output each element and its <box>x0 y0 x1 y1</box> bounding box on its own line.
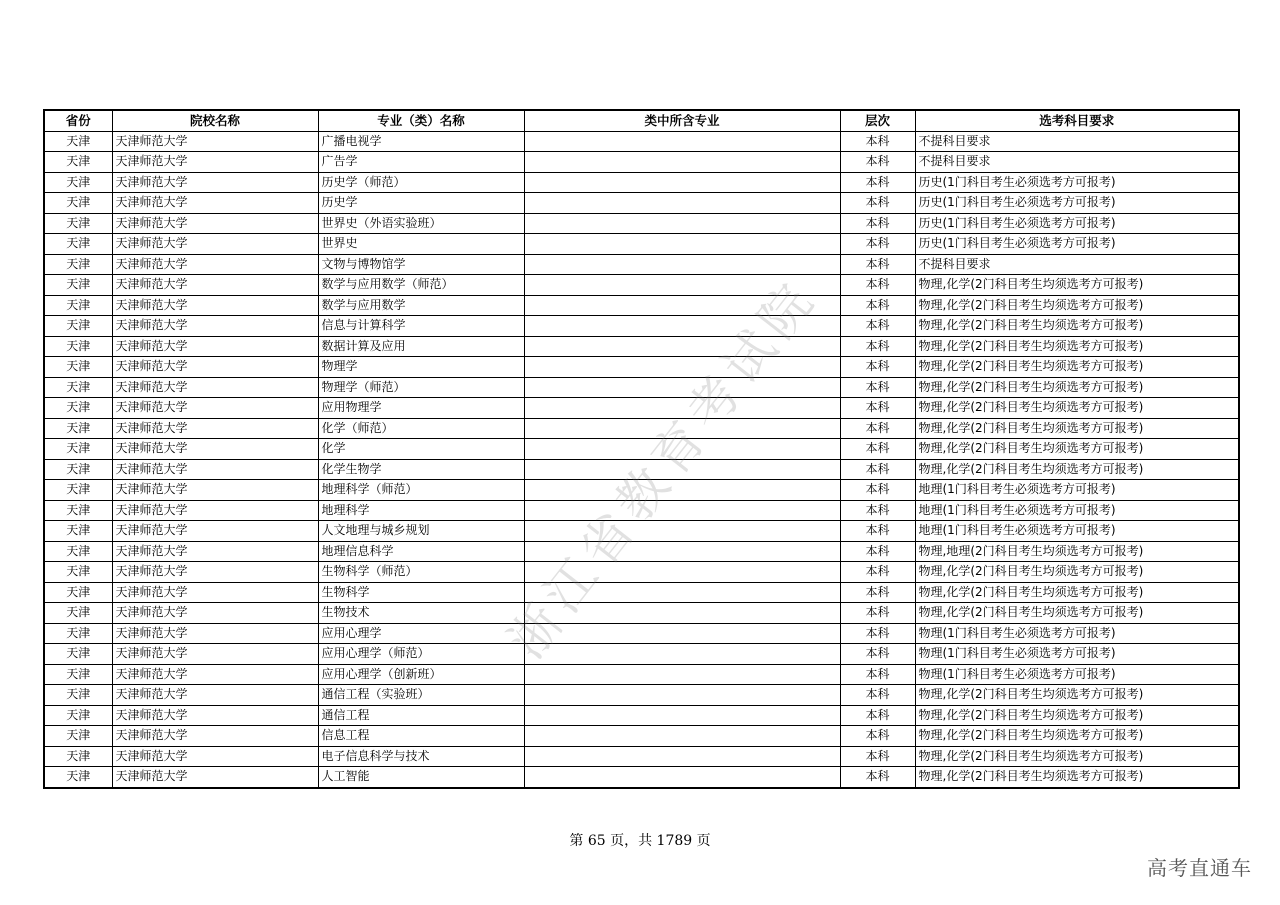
cell-subject-requirement: 物理,化学(2门科目考生均须选考方可报考) <box>915 336 1239 357</box>
cell-subject-requirement: 物理,化学(2门科目考生均须选考方可报考) <box>915 603 1239 624</box>
cell-province: 天津 <box>44 644 112 665</box>
cell-school: 天津师范大学 <box>112 767 318 788</box>
table-row <box>44 234 1239 255</box>
cell-school: 天津师范大学 <box>112 603 318 624</box>
table-row <box>44 439 1239 460</box>
cell-major: 应用心理学 <box>318 623 524 644</box>
cell-included-majors <box>524 623 840 644</box>
header-province: 省份 <box>44 110 112 131</box>
cell-province: 天津 <box>44 357 112 378</box>
cell-level: 本科 <box>840 377 915 398</box>
cell-province: 天津 <box>44 193 112 214</box>
cell-included-majors <box>524 377 840 398</box>
table-row <box>44 193 1239 214</box>
cell-included-majors <box>524 664 840 685</box>
cell-province: 天津 <box>44 213 112 234</box>
cell-subject-requirement: 物理,化学(2门科目考生均须选考方可报考) <box>915 418 1239 439</box>
cell-level: 本科 <box>840 439 915 460</box>
cell-province: 天津 <box>44 767 112 788</box>
cell-included-majors <box>524 726 840 747</box>
cell-subject-requirement: 物理,化学(2门科目考生均须选考方可报考) <box>915 767 1239 788</box>
cell-school: 天津师范大学 <box>112 172 318 193</box>
cell-province: 天津 <box>44 746 112 767</box>
table-row <box>44 664 1239 685</box>
cell-included-majors <box>524 459 840 480</box>
cell-level: 本科 <box>840 213 915 234</box>
cell-major: 化学生物学 <box>318 459 524 480</box>
cell-subject-requirement: 物理,化学(2门科目考生均须选考方可报考) <box>915 562 1239 583</box>
cell-major: 广告学 <box>318 152 524 173</box>
cell-school: 天津师范大学 <box>112 295 318 316</box>
cell-school: 天津师范大学 <box>112 418 318 439</box>
cell-level: 本科 <box>840 152 915 173</box>
cell-level: 本科 <box>840 336 915 357</box>
cell-school: 天津师范大学 <box>112 685 318 706</box>
subject-requirements-table <box>43 109 1240 789</box>
cell-province: 天津 <box>44 500 112 521</box>
cell-major: 应用心理学（创新班） <box>318 664 524 685</box>
cell-major: 物理学（师范） <box>318 377 524 398</box>
cell-major: 生物科学（师范） <box>318 562 524 583</box>
cell-level: 本科 <box>840 316 915 337</box>
cell-province: 天津 <box>44 480 112 501</box>
cell-province: 天津 <box>44 562 112 583</box>
header-level: 层次 <box>840 110 915 131</box>
cell-major: 地理信息科学 <box>318 541 524 562</box>
cell-level: 本科 <box>840 685 915 706</box>
cell-subject-requirement: 不提科目要求 <box>915 254 1239 275</box>
cell-major: 世界史（外语实验班） <box>318 213 524 234</box>
cell-subject-requirement: 地理(1门科目考生必须选考方可报考) <box>915 521 1239 542</box>
cell-school: 天津师范大学 <box>112 664 318 685</box>
cell-school: 天津师范大学 <box>112 398 318 419</box>
table-row <box>44 767 1239 788</box>
cell-province: 天津 <box>44 234 112 255</box>
table-header <box>44 110 1239 131</box>
cell-included-majors <box>524 705 840 726</box>
cell-level: 本科 <box>840 254 915 275</box>
cell-level: 本科 <box>840 562 915 583</box>
cell-included-majors <box>524 172 840 193</box>
cell-level: 本科 <box>840 664 915 685</box>
cell-level: 本科 <box>840 603 915 624</box>
table-body <box>44 131 1239 788</box>
cell-school: 天津师范大学 <box>112 500 318 521</box>
cell-province: 天津 <box>44 275 112 296</box>
cell-school: 天津师范大学 <box>112 459 318 480</box>
cell-level: 本科 <box>840 459 915 480</box>
cell-province: 天津 <box>44 439 112 460</box>
cell-level: 本科 <box>840 193 915 214</box>
cell-major: 数学与应用数学 <box>318 295 524 316</box>
cell-level: 本科 <box>840 582 915 603</box>
cell-school: 天津师范大学 <box>112 705 318 726</box>
cell-province: 天津 <box>44 521 112 542</box>
brand-logo: 高考直通车 <box>1147 856 1252 880</box>
cell-major: 数据计算及应用 <box>318 336 524 357</box>
header-major: 专业（类）名称 <box>318 110 524 131</box>
cell-school: 天津师范大学 <box>112 152 318 173</box>
table-row <box>44 275 1239 296</box>
page-number: 第 65 页，共 1789 页 <box>569 833 711 849</box>
header-subject-requirement: 选考科目要求 <box>915 110 1239 131</box>
cell-major: 地理科学（师范） <box>318 480 524 501</box>
cell-subject-requirement: 历史(1门科目考生必须选考方可报考) <box>915 172 1239 193</box>
cell-level: 本科 <box>840 623 915 644</box>
cell-school: 天津师范大学 <box>112 377 318 398</box>
cell-major: 历史学 <box>318 193 524 214</box>
cell-subject-requirement: 物理,化学(2门科目考生均须选考方可报考) <box>915 582 1239 603</box>
cell-included-majors <box>524 439 840 460</box>
table-row <box>44 623 1239 644</box>
cell-province: 天津 <box>44 705 112 726</box>
cell-province: 天津 <box>44 316 112 337</box>
cell-major: 人文地理与城乡规划 <box>318 521 524 542</box>
cell-province: 天津 <box>44 152 112 173</box>
cell-major: 化学（师范） <box>318 418 524 439</box>
cell-included-majors <box>524 295 840 316</box>
cell-school: 天津师范大学 <box>112 213 318 234</box>
cell-included-majors <box>524 336 840 357</box>
cell-major: 信息与计算科学 <box>318 316 524 337</box>
cell-subject-requirement: 物理,化学(2门科目考生均须选考方可报考) <box>915 459 1239 480</box>
table-row <box>44 336 1239 357</box>
cell-subject-requirement: 历史(1门科目考生必须选考方可报考) <box>915 234 1239 255</box>
cell-major: 生物技术 <box>318 603 524 624</box>
cell-school: 天津师范大学 <box>112 623 318 644</box>
cell-included-majors <box>524 275 840 296</box>
cell-subject-requirement: 物理(1门科目考生必须选考方可报考) <box>915 664 1239 685</box>
cell-level: 本科 <box>840 418 915 439</box>
cell-included-majors <box>524 152 840 173</box>
cell-subject-requirement: 物理,化学(2门科目考生均须选考方可报考) <box>915 275 1239 296</box>
cell-included-majors <box>524 316 840 337</box>
table-row <box>44 480 1239 501</box>
cell-province: 天津 <box>44 398 112 419</box>
cell-province: 天津 <box>44 254 112 275</box>
cell-included-majors <box>524 562 840 583</box>
cell-province: 天津 <box>44 131 112 152</box>
cell-school: 天津师范大学 <box>112 357 318 378</box>
cell-school: 天津师范大学 <box>112 254 318 275</box>
cell-province: 天津 <box>44 582 112 603</box>
cell-included-majors <box>524 521 840 542</box>
cell-included-majors <box>524 254 840 275</box>
table-row <box>44 152 1239 173</box>
cell-subject-requirement: 物理(1门科目考生必须选考方可报考) <box>915 644 1239 665</box>
cell-major: 应用物理学 <box>318 398 524 419</box>
cell-included-majors <box>524 644 840 665</box>
cell-level: 本科 <box>840 500 915 521</box>
cell-province: 天津 <box>44 295 112 316</box>
cell-province: 天津 <box>44 172 112 193</box>
cell-subject-requirement: 物理,化学(2门科目考生均须选考方可报考) <box>915 439 1239 460</box>
table-row <box>44 213 1239 234</box>
cell-school: 天津师范大学 <box>112 521 318 542</box>
cell-level: 本科 <box>840 275 915 296</box>
cell-province: 天津 <box>44 623 112 644</box>
cell-school: 天津师范大学 <box>112 562 318 583</box>
cell-school: 天津师范大学 <box>112 234 318 255</box>
table-row <box>44 295 1239 316</box>
cell-major: 应用心理学（师范） <box>318 644 524 665</box>
cell-level: 本科 <box>840 541 915 562</box>
cell-included-majors <box>524 500 840 521</box>
cell-school: 天津师范大学 <box>112 131 318 152</box>
header-row <box>44 110 1239 131</box>
header-school: 院校名称 <box>112 110 318 131</box>
cell-subject-requirement: 历史(1门科目考生必须选考方可报考) <box>915 213 1239 234</box>
cell-school: 天津师范大学 <box>112 480 318 501</box>
cell-subject-requirement: 不提科目要求 <box>915 131 1239 152</box>
cell-included-majors <box>524 603 840 624</box>
cell-school: 天津师范大学 <box>112 439 318 460</box>
cell-level: 本科 <box>840 357 915 378</box>
cell-subject-requirement: 物理,化学(2门科目考生均须选考方可报考) <box>915 705 1239 726</box>
cell-school: 天津师范大学 <box>112 336 318 357</box>
cell-included-majors <box>524 398 840 419</box>
cell-subject-requirement: 物理,化学(2门科目考生均须选考方可报考) <box>915 746 1239 767</box>
table-row <box>44 603 1239 624</box>
table-row <box>44 377 1239 398</box>
table-row <box>44 521 1239 542</box>
cell-included-majors <box>524 480 840 501</box>
cell-province: 天津 <box>44 377 112 398</box>
cell-major: 世界史 <box>318 234 524 255</box>
cell-included-majors <box>524 213 840 234</box>
cell-level: 本科 <box>840 131 915 152</box>
cell-province: 天津 <box>44 459 112 480</box>
cell-level: 本科 <box>840 295 915 316</box>
cell-level: 本科 <box>840 234 915 255</box>
cell-subject-requirement: 物理,化学(2门科目考生均须选考方可报考) <box>915 685 1239 706</box>
cell-major: 广播电视学 <box>318 131 524 152</box>
cell-included-majors <box>524 418 840 439</box>
cell-level: 本科 <box>840 767 915 788</box>
cell-subject-requirement: 物理,化学(2门科目考生均须选考方可报考) <box>915 316 1239 337</box>
cell-subject-requirement: 历史(1门科目考生必须选考方可报考) <box>915 193 1239 214</box>
cell-level: 本科 <box>840 398 915 419</box>
table-row <box>44 746 1239 767</box>
table-row <box>44 644 1239 665</box>
cell-subject-requirement: 地理(1门科目考生必须选考方可报考) <box>915 500 1239 521</box>
table-row <box>44 316 1239 337</box>
cell-school: 天津师范大学 <box>112 746 318 767</box>
cell-major: 文物与博物馆学 <box>318 254 524 275</box>
cell-major: 生物科学 <box>318 582 524 603</box>
cell-province: 天津 <box>44 541 112 562</box>
cell-school: 天津师范大学 <box>112 726 318 747</box>
table-row <box>44 254 1239 275</box>
cell-subject-requirement: 物理,化学(2门科目考生均须选考方可报考) <box>915 726 1239 747</box>
cell-major: 通信工程 <box>318 705 524 726</box>
table-row <box>44 726 1239 747</box>
cell-level: 本科 <box>840 172 915 193</box>
cell-included-majors <box>524 767 840 788</box>
cell-major: 物理学 <box>318 357 524 378</box>
cell-level: 本科 <box>840 480 915 501</box>
table-row <box>44 582 1239 603</box>
cell-subject-requirement: 物理(1门科目考生必须选考方可报考) <box>915 623 1239 644</box>
cell-included-majors <box>524 746 840 767</box>
cell-level: 本科 <box>840 746 915 767</box>
cell-included-majors <box>524 131 840 152</box>
cell-subject-requirement: 物理,化学(2门科目考生均须选考方可报考) <box>915 295 1239 316</box>
cell-subject-requirement: 物理,化学(2门科目考生均须选考方可报考) <box>915 377 1239 398</box>
cell-included-majors <box>524 193 840 214</box>
table-row <box>44 398 1239 419</box>
cell-level: 本科 <box>840 521 915 542</box>
cell-included-majors <box>524 541 840 562</box>
cell-subject-requirement: 物理,地理(2门科目考生均须选考方可报考) <box>915 541 1239 562</box>
cell-major: 信息工程 <box>318 726 524 747</box>
cell-school: 天津师范大学 <box>112 316 318 337</box>
cell-included-majors <box>524 582 840 603</box>
cell-major: 电子信息科学与技术 <box>318 746 524 767</box>
cell-major: 通信工程（实验班） <box>318 685 524 706</box>
table-row <box>44 418 1239 439</box>
cell-subject-requirement: 不提科目要求 <box>915 152 1239 173</box>
header-included-majors: 类中所含专业 <box>524 110 840 131</box>
cell-major: 人工智能 <box>318 767 524 788</box>
cell-level: 本科 <box>840 705 915 726</box>
table-row <box>44 685 1239 706</box>
cell-included-majors <box>524 357 840 378</box>
cell-school: 天津师范大学 <box>112 193 318 214</box>
table-row <box>44 357 1239 378</box>
cell-major: 化学 <box>318 439 524 460</box>
cell-province: 天津 <box>44 418 112 439</box>
table-row <box>44 562 1239 583</box>
cell-included-majors <box>524 234 840 255</box>
cell-major: 数学与应用数学（师范） <box>318 275 524 296</box>
cell-school: 天津师范大学 <box>112 644 318 665</box>
table-row <box>44 131 1239 152</box>
cell-school: 天津师范大学 <box>112 541 318 562</box>
cell-subject-requirement: 物理,化学(2门科目考生均须选考方可报考) <box>915 357 1239 378</box>
cell-level: 本科 <box>840 644 915 665</box>
table-row <box>44 705 1239 726</box>
cell-province: 天津 <box>44 336 112 357</box>
cell-school: 天津师范大学 <box>112 582 318 603</box>
cell-included-majors <box>524 685 840 706</box>
cell-major: 历史学（师范） <box>318 172 524 193</box>
table-row <box>44 541 1239 562</box>
cell-province: 天津 <box>44 726 112 747</box>
cell-subject-requirement: 物理,化学(2门科目考生均须选考方可报考) <box>915 398 1239 419</box>
cell-major: 地理科学 <box>318 500 524 521</box>
table-row <box>44 500 1239 521</box>
cell-province: 天津 <box>44 685 112 706</box>
cell-province: 天津 <box>44 664 112 685</box>
cell-subject-requirement: 地理(1门科目考生必须选考方可报考) <box>915 480 1239 501</box>
table-row <box>44 459 1239 480</box>
table-row <box>44 172 1239 193</box>
cell-school: 天津师范大学 <box>112 275 318 296</box>
watermark: 浙江省教育考试院 <box>497 267 829 670</box>
cell-province: 天津 <box>44 603 112 624</box>
cell-level: 本科 <box>840 726 915 747</box>
